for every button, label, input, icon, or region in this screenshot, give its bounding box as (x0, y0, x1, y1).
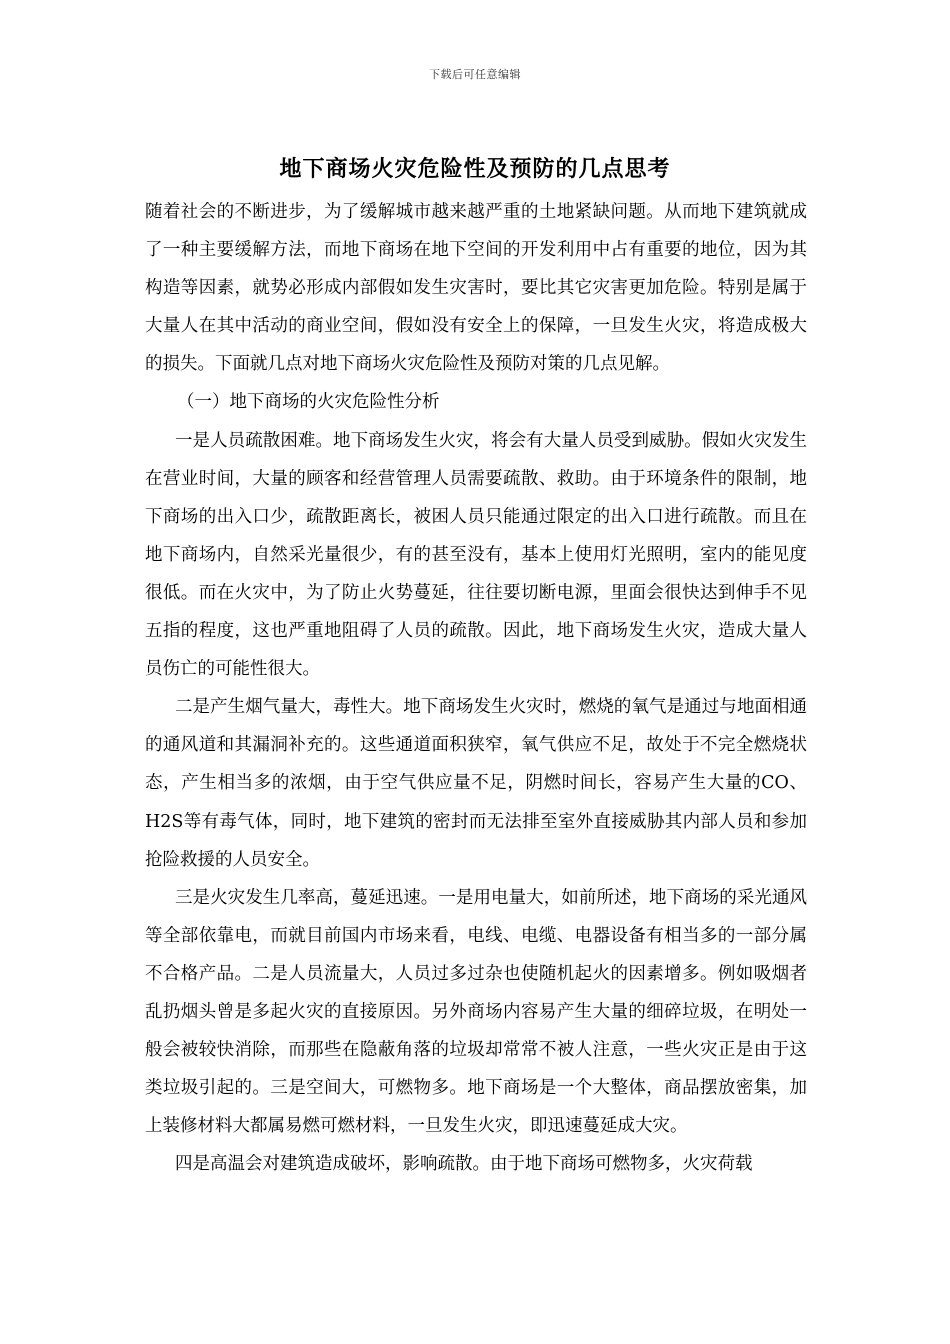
paragraph-high-temperature: 四是高温会对建筑造成破坏，影响疏散。由于地下商场可燃物多，火灾荷载 (175, 1154, 753, 1175)
paragraph-smoke: 二是产生烟气量大，毒性大。地下商场发生火灾时，燃烧的氧气是通过与地面相通的通风道和其漏洞补充的。这些通道面积狭窄，氧气供应不足，故处于不完全燃烧状态，产生相当多的浓烟，由于空气供应量不足，阴燃时间长，容易产生大量的CO、H2S等有毒气体，同时，地下建筑的密封而无法排至室外直接威胁其内部人员和参加抢险救援的人员安全。 (145, 697, 807, 870)
header-note: 下载后可任意编辑 (429, 68, 521, 81)
document-body (145, 193, 807, 1183)
paragraph-evacuation: 一是人员疏散困难。地下商场发生火灾，将会有大量人员受到威胁。假如火灾发生在营业时间，大量的顾客和经营管理人员需要疏散、救助。由于环境条件的限制，地下商场的出入口少，疏散距离长，被困人员只能通过限定的出入口进行疏散。而且在地下商场内，自然采光量很少，有的甚至没有，基本上使用灯光照明，室内的能见度很低。而在火灾中，为了防止火势蔓延，往往要切断电源，里面会很快达到伸手不见五指的程度，这也严重地阻碍了人员的疏散。因此，地下商场发生火灾，造成大量人员伤亡的可能性很大。 (145, 430, 807, 680)
document-title: 地下商场火灾危险性及预防的几点思考 (279, 156, 671, 182)
paragraph-fire-rate: 三是火灾发生几率高，蔓延迅速。一是用电量大，如前所述，地下商场的采光通风等全部依靠电，而就目前国内市场来看，电线、电缆、电器设备有相当多的一部分属不合格产品。二是人员流量大，人员过多过杂也使随机起火的因素增多。例如吸烟者乱扔烟头曾是多起火灾的直接原因。另外商场内容易产生大量的细碎垃圾，在明处一般会被较快消除，而那些在隐蔽角落的垃圾却常常不被人注意，一些火灾正是由于这类垃圾引起的。三是空间大，可燃物多。地下商场是一个大整体，商品摆放密集，加上装修材料大都属易燃可燃材料，一旦发生火灾，即迅速蔓延成大灾。 (145, 887, 807, 1137)
section-heading: （一）地下商场的火灾危险性分析 (177, 392, 440, 413)
intro-paragraph: 随着社会的不断进步，为了缓解城市越来越严重的土地紧缺问题。从而地下建筑就成了一种主要缓解方法，而地下商场在地下空间的开发利用中占有重要的地位，因为其构造等因素，就势必形成内部假如发生灾害时，要比其它灾害更加危险。特别是属于大量人在其中活动的商业空间，假如没有安全上的保障，一旦发生火灾，将造成极大的损失。下面就几点对地下商场火灾危险性及预防对策的几点见解。 (145, 202, 807, 375)
